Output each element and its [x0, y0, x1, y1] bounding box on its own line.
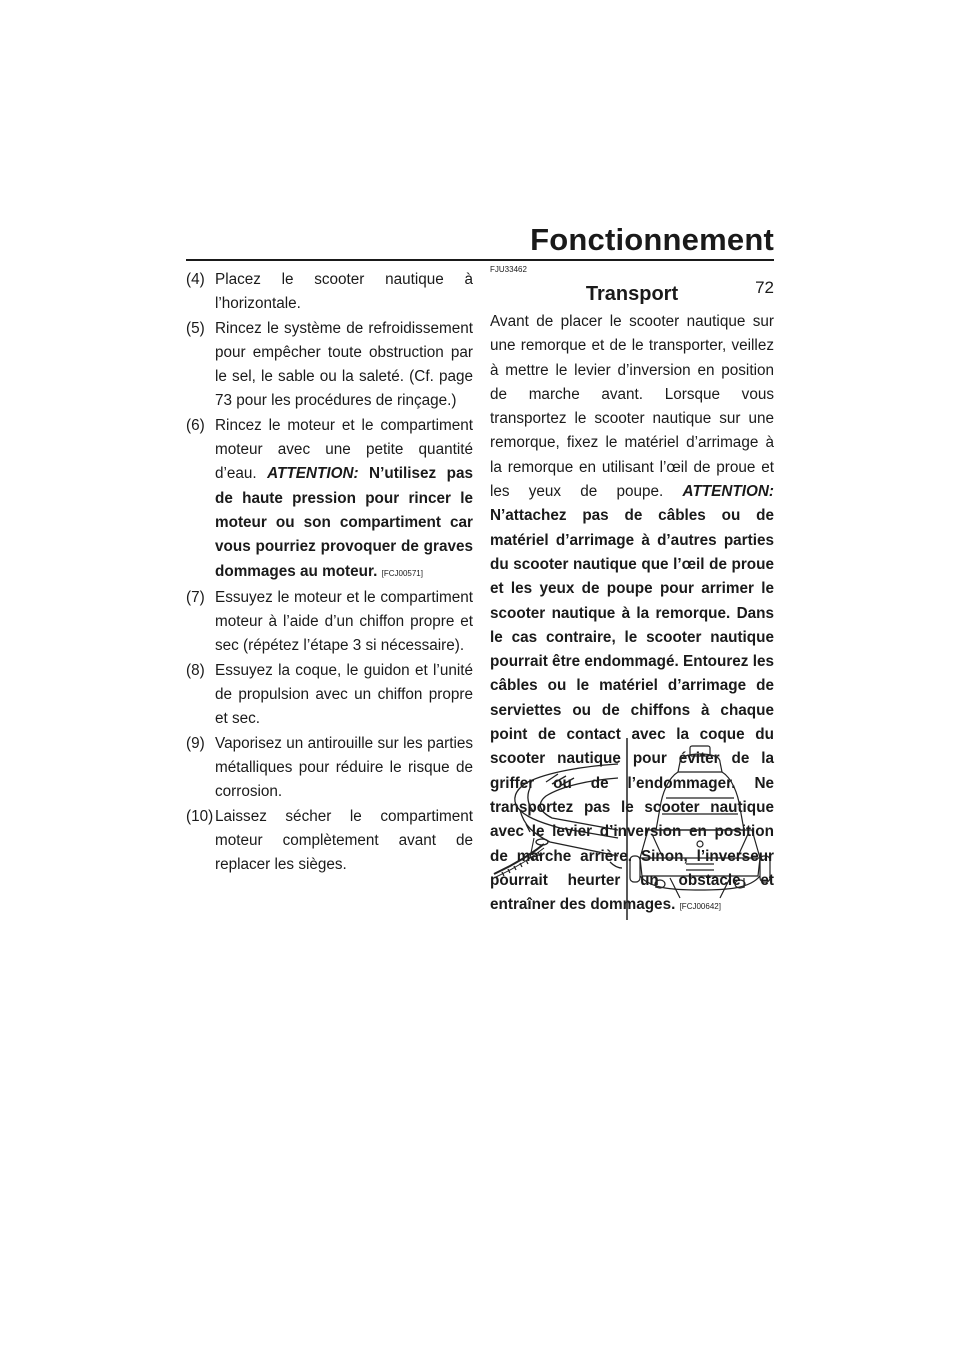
section-title: Transport — [585, 283, 679, 305]
step-text: Placez le scooter nautique à l’horizontale. — [215, 271, 473, 313]
step-text: Essuyez la coque, le guidon et l’unité de propulsion avec un chiffon propre et sec. — [215, 661, 473, 728]
step-number: (5) — [186, 319, 205, 337]
step-number: (10) — [186, 807, 214, 825]
reference-code: [FCJ00571] — [381, 568, 423, 578]
reference-code: [FCJ00642] — [679, 902, 721, 912]
attention-text: N’utilisez pas de haute pression pour rincer le moteur ou son compartiment car vous pourriez provoquer de graves dommages au moteur. — [215, 465, 473, 580]
header-divider — [186, 259, 774, 261]
left-column — [186, 268, 473, 877]
step-10 — [186, 805, 473, 878]
step-7 — [186, 586, 473, 659]
stern-eyes-illustration — [630, 746, 770, 898]
step-body — [215, 414, 473, 586]
step-8 — [186, 659, 473, 732]
transport-figure — [490, 738, 774, 920]
step-number: (6) — [186, 416, 205, 434]
step-number: (7) — [186, 588, 205, 606]
page-number: 72 — [755, 278, 774, 297]
page-title: Fonctionnement — [530, 222, 774, 257]
step-text: Laissez sécher le compartiment moteur complètement avant de replacer les sièges. — [215, 807, 473, 874]
attention-label: ATTENTION: — [267, 465, 359, 483]
section-code: FJU33462 — [490, 265, 527, 274]
step-text: Essuyez le moteur et le compartiment moteur à l’aide d’un chiffon propre et sec (répétez l’étape 3 si nécessaire). — [215, 588, 473, 655]
bow-eye-illustration — [494, 764, 622, 878]
step-text: Rincez le système de refroidissement pour empêcher toute obstruction par le sel, le sable ou la saleté. (Cf. page 73 pour les procédures de rinçage.) — [215, 319, 473, 410]
step-number: (4) — [186, 271, 205, 288]
step-text: Vaporisez un antirouille sur les parties métalliques pour réduire le risque de corrosion. — [215, 734, 473, 801]
step-9 — [186, 732, 473, 805]
step-number: (8) — [186, 661, 205, 679]
step-number: (9) — [186, 734, 205, 752]
step-4 — [186, 268, 473, 317]
attention-label: ATTENTION: — [682, 483, 775, 501]
attention-text: N’attachez pas de câbles ou de matériel d’arrimage à d’autres parties du scooter nautique que l’œil de proue et les yeux de poupe pour arrimer le scooter nautique à la remorque. Dans le cas contraire, le scooter nautique pourrait être endommagé. Entourez les câbles ou le matériel d’arrimage de serviettes ou de chiffons à chaque point de contact avec la coque du scooter nautique pour éviter de la griffer ou de l’endommager. Ne transportez pas le scooter nautique avec le levier d’inversion en position de marche arrière. Sinon, l’inverseur pourrait heurter un obstacle et entraîner des dommages. — [490, 507, 774, 914]
step-text: Rincez le moteur et le compartiment moteur avec une petite quantité d’eau. — [215, 416, 473, 483]
step-6 — [186, 414, 473, 586]
paragraph-text: Avant de placer le scooter nautique sur une remorque et de le transporter, veillez à mettre le levier d’inversion en position de marche avant. Lorsque vous transportez le scooter nautique sur une remorque, fixez le matériel d’arrimage à la remorque en utilisant l’œil de proue et les yeux de poupe. — [490, 313, 774, 501]
step-5 — [186, 317, 473, 414]
